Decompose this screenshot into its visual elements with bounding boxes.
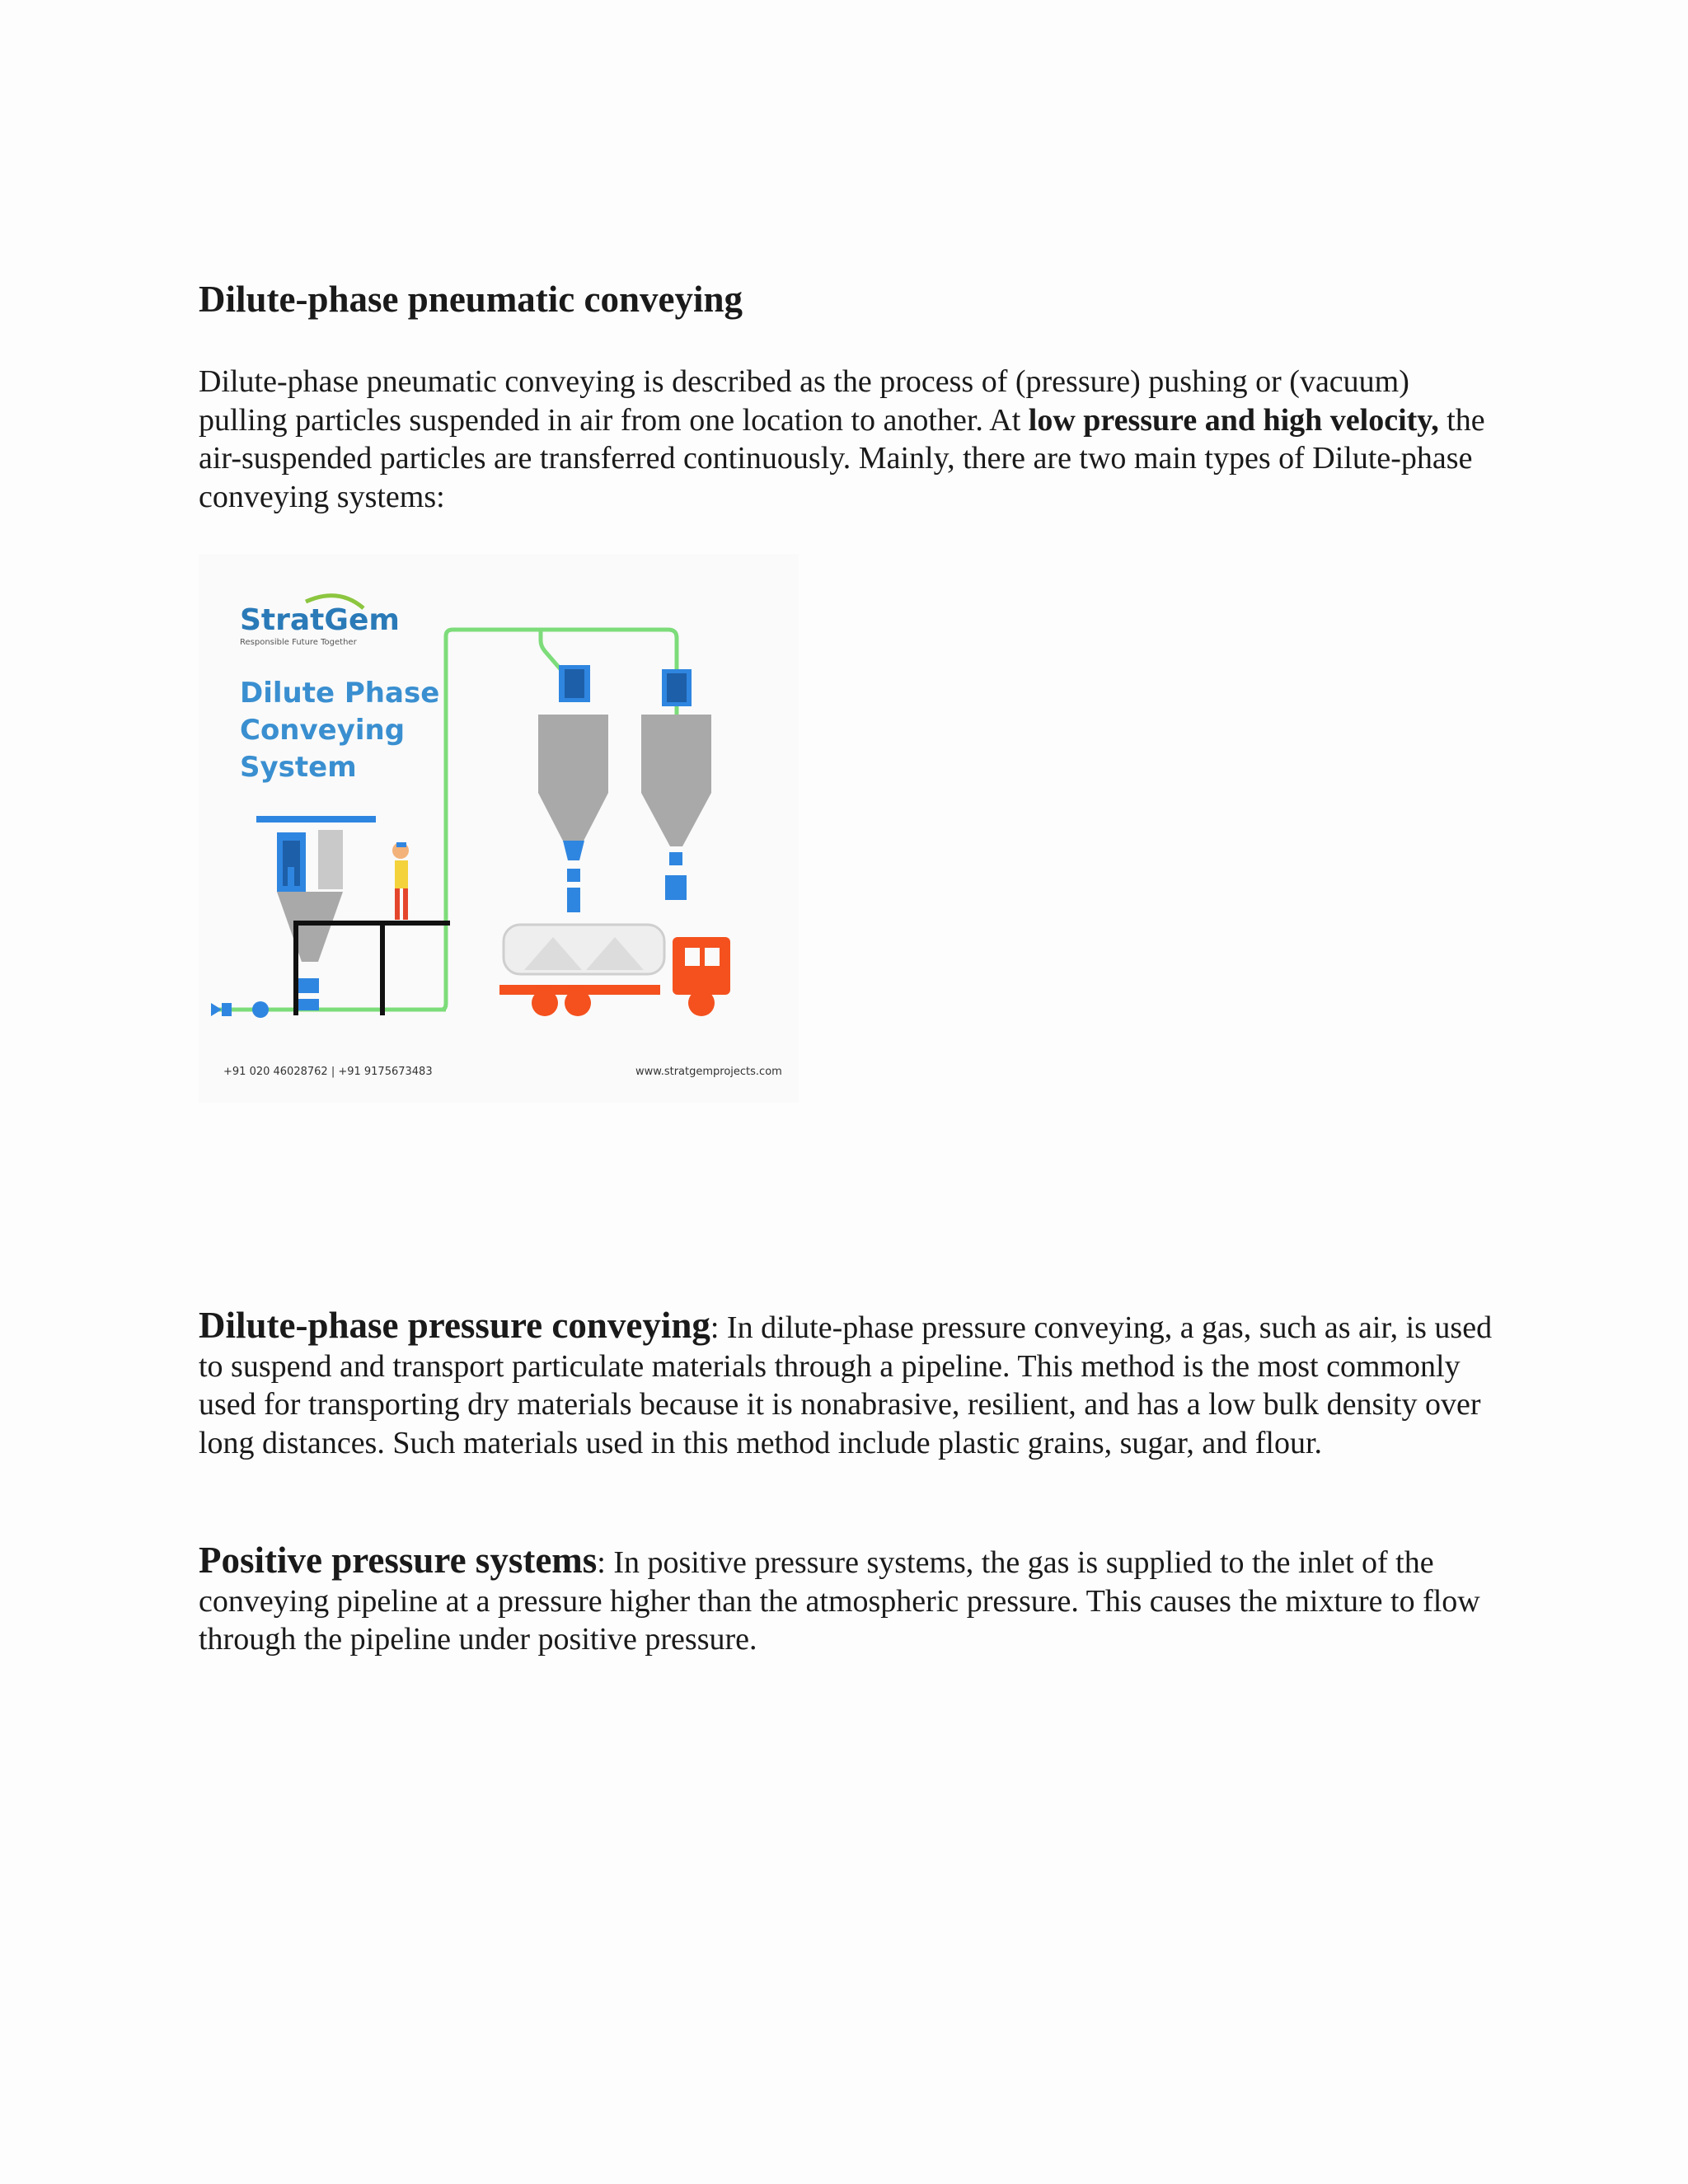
diagram-title-line3: System <box>240 751 357 784</box>
intro-text-continued: the air-suspended particles are transferred continuously. Mainly, there are two main types of Dilute-phase conveying systems: <box>199 402 1485 514</box>
brand-logo-text: StratGem <box>240 603 400 637</box>
dilute-phase-diagram-image <box>199 554 799 1103</box>
contact-website: www.stratgemprojects.com <box>635 1066 782 1078</box>
pressure-conveying-heading: Dilute-phase pressure conveying <box>199 1305 710 1346</box>
page-title: Dilute-phase pneumatic conveying <box>199 279 743 320</box>
positive-pressure-paragraph <box>199 1541 1501 1659</box>
pressure-conveying-text: : In dilute-phase pressure conveying, a gas, such as air, is used to suspend and transport particulate materials through a pipeline. This method is the most commonly used for transporting dry materials because it is nonabrasive, resilient, and has a low bulk density over long distances. Such materials used in this method include plastic grains, sugar, and flour. <box>199 1310 1493 1460</box>
diagram-illustration <box>199 554 799 1103</box>
contact-phone: +91 020 46028762 | +91 9175673483 <box>223 1066 433 1078</box>
intro-bold-text: low pressure and high velocity, <box>1028 402 1439 438</box>
positive-pressure-text: : In positive pressure systems, the gas is supplied to the inlet of the conveying pipeline at a pressure higher than the atmospheric pressure. This causes the mixture to flow through the pipeline under positive pressure. <box>199 1545 1480 1657</box>
diagram-title-line2: Conveying <box>240 714 406 747</box>
positive-pressure-heading: Positive pressure systems <box>199 1540 598 1581</box>
diagram-title-line1: Dilute Phase <box>240 677 440 710</box>
intro-text: Dilute-phase pneumatic conveying is described as the process of (pressure) pushing or (vacuum) pulling particles suspended in air from one location to another. At <box>199 364 1409 438</box>
brand-tagline: Responsible Future Together <box>240 638 357 647</box>
pressure-conveying-paragraph <box>199 1306 1501 1462</box>
intro-paragraph <box>199 363 1501 516</box>
